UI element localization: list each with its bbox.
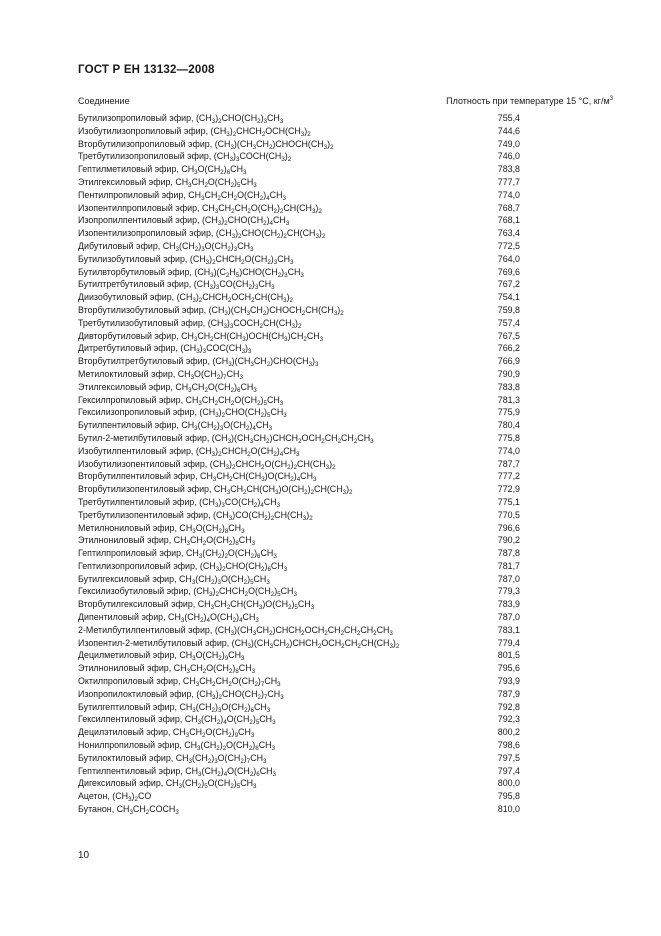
density-value: 774,0 [497,189,520,200]
density-value: 779,3 [497,586,520,597]
compound-formula: $(CH_3)_2CHCH_2O(CH_2)_2CH(CH_3)_2$ [209,458,336,471]
density-value: 797,4 [497,765,520,776]
compound-formula: $(CH_3)_3COC(CH_3)_3$ [180,343,252,356]
table-row [78,240,520,253]
density-value: 777,2 [497,471,520,482]
compound-formula: $CH_3(CH_2)_2O(CH_2)_6CH_3$ [185,548,277,561]
compound-formula: $(CH_3)_3COCH_2CH(CH_3)_2$ [207,317,302,330]
table-row [78,496,520,509]
compound-name: Вторбутилгексиловый эфир, [78,599,198,610]
compound-name: Гептилпропиловый эфир, [78,548,186,559]
compound-name: Третбутилизопропиловый эфир, [78,151,214,162]
density-value: 772,9 [497,484,520,495]
density-value: 768,1 [497,215,520,226]
density-value: 790,2 [497,535,520,546]
compound-name: Этилгексиловый эфир, [78,381,176,392]
density-value: 798,6 [497,740,520,751]
compound-name: Вторбутилизобутиловый эфир, [78,304,209,315]
compound-formula: $(CH_3)(CH_3CH_2)CHO(CH_3)_3$ [212,356,319,369]
table-row [78,394,520,407]
compound-name: Изопентилизопропиловый эфир, [78,228,216,239]
table-row [78,150,520,163]
density-value: 744,6 [497,125,520,136]
table-row [78,202,520,215]
column-header-density-unit-exponent: 3 [609,96,613,102]
density-value: 755,4 [497,113,520,123]
table-row [78,662,520,675]
compound-name: Пентилпропиловый эфир, [78,189,189,200]
density-value: 795,6 [497,663,520,674]
compound-formula: $CH_3(CH_2)_3O(CH_2)_7CH_3$ [175,752,267,765]
compound-formula: $CH_3CH_2CH_2O(CH_2)_7CH_3$ [182,676,281,689]
column-header-density-text: Плотность при температуре 15 °С, кг/м [446,96,610,106]
density-value: 787,9 [497,688,520,699]
compound-formula: $(CH_3)(CH_3CH_2)CHOCH(CH_3)_2$ [214,138,334,151]
compound-formula: $(CH_3)_2CO$ [112,791,152,804]
compound-name: Дитретбутиловый эфир, [78,343,181,354]
table-row [78,585,520,598]
compound-name: Изопентилпропиловый эфир, [78,202,202,213]
table-row [78,458,520,471]
compound-formula: $(CH_3)_2CHO(CH_2)_2CH(CH_3)_2$ [215,228,326,241]
density-value: 787,8 [497,548,520,559]
compound-formula: $(CH_3)(C_2H_5)CHO(CH_2)_3CH_3$ [194,266,304,279]
compound-name: Метилоктиловый эфир, [78,368,178,379]
compound-name: Гептилизопропиловый эфир, [78,560,200,571]
compound-name: Вторбутилпентиловый эфир, [78,471,201,482]
compound-formula: $(CH_3)_2CHO(CH_2)_4CH_3$ [201,215,290,228]
density-value: 767,2 [497,279,520,290]
compound-formula: $CH_3CH_2O(CH_2)_6CH_3$ [175,381,257,394]
density-value: 792,8 [497,701,520,712]
density-value: 749,0 [497,138,520,149]
density-value: 775,1 [497,496,520,507]
table-row [78,765,520,778]
compound-name: Бутил-2-метилбутиловый эфир, [78,432,212,443]
compound-formula: $CH_3CH_2CH_2O(CH_2)_2CH(CH_3)_2$ [201,202,322,215]
compound-name: Децилметиловый эфир, [78,650,180,661]
compound-name: Третбутилизобутиловый эфир, [78,317,208,328]
table-row [78,675,520,688]
compound-name: Бутилизобутиловый эфир, [78,253,190,264]
compound-name: Октилпропиловый эфир, [78,676,183,687]
table-row [78,214,520,227]
compound-name: Вторбутилтретбутиловый эфир, [78,356,213,367]
compound-name: Изобутилизопропиловый эфир, [78,125,211,136]
compound-formula: $CH_3(CH_2)_3O(CH_2)_4CH_3$ [181,420,273,433]
density-value: 781,3 [497,394,520,405]
compound-name: Изопропилоктиловый эфир, [78,688,197,699]
compound-formula: $CH_3(CH_2)_4O(CH_2)_5CH_3$ [184,714,276,727]
density-value: 783,8 [497,164,520,175]
table-row [78,368,520,381]
compound-formula: $CH_3CH_2CH(CH_3)O(CH_2)_5CH_3$ [197,599,315,612]
density-value: 757,4 [497,317,520,328]
table-row [78,266,520,279]
density-value: 777,7 [497,176,520,187]
table-row [78,330,520,343]
compound-table [78,112,520,816]
column-header-density [446,96,613,106]
table-row [78,381,520,394]
table-row [78,688,520,701]
density-value: 768,7 [497,202,520,213]
compound-name: Гексилизопропиловый эфир, [78,407,200,418]
compound-formula: $(CH_3)_2CHCH_2O(CH_2)_5CH_3$ [193,586,297,599]
compound-name: Бутилоктиловый эфир, [78,752,176,763]
compound-formula: $(CH_3)_2CHCH_2OCH(CH_3)_2$ [210,125,311,138]
compound-name: Гептилпентиловый эфир, [78,765,186,776]
column-header-compound: Соединение [78,96,130,106]
compound-name: Изобутилизопентиловый эфир, [78,458,210,469]
compound-formula: $(CH_3)(CH_3CH_2)CHCH_2OCH_2CH_2CH_2CH_2CH_3$ [214,624,393,637]
table-row [78,317,520,330]
table-row [78,790,520,803]
compound-formula: $(CH_3)(CH_3CH_2)CHOCH_2CH(CH_3)_2$ [208,304,344,317]
compound-formula: $CH_3CH_2CH_2O(CH_2)_5CH_3$ [185,394,284,407]
density-value: 787,7 [497,458,520,469]
table-row [78,125,520,138]
compound-formula: $CH_3O(CH_2)_9CH_3$ [179,650,245,663]
table-row [78,522,520,535]
density-value: 779,4 [497,637,520,648]
density-value: 790,9 [497,368,520,379]
compound-name: Нонилпропиловый эфир, [78,740,185,751]
compound-name: Гексилпропиловый эфир, [78,394,186,405]
compound-formula: $CH_3(CH_2)_4O(CH_2)_4CH_3$ [168,612,259,625]
density-value: 766,2 [497,343,520,354]
page-number: 10 [78,850,90,861]
table-row [78,777,520,790]
compound-formula: $CH_3(CH_2)_2O(CH_2)_8CH_3$ [184,740,275,753]
compound-formula: $(CH_3)_2CHO(CH_2)_6CH_3$ [199,560,288,573]
compound-formula: $(CH_3)_2CHCH_2O(CH_2)_3CH_3$ [189,253,294,266]
compound-name: Ацетон, [78,791,113,802]
compound-formula: $(CH_3)_2CHO(CH_2)_5CH_3$ [199,407,287,420]
table-row [78,534,520,547]
compound-name: Бутилгептиловый эфир, [78,701,180,712]
table-row [78,739,520,752]
table-row [78,406,520,419]
compound-formula: $CH_3(CH_2)_5O(CH_2)_5CH_3$ [165,778,257,791]
table-row [78,701,520,714]
compound-formula: $(CH_3)(CH_3CH_2)CHCH_2OCH_2CH_2CH_2CH_3$ [211,432,374,445]
compound-formula: $CH_3CH_2O(CH_2)_9CH_3$ [172,727,255,740]
density-value: 770,5 [497,509,520,520]
table-row [78,752,520,765]
table-row [78,445,520,458]
density-value: 764,0 [497,253,520,264]
table-row [78,253,520,266]
compound-formula: $(CH_3)(CH_3CH_2)CHCH_2OCH_2CH_2CH(CH_3)_2$ [231,637,400,650]
density-value: 759,8 [497,304,520,315]
table-row [78,573,520,586]
compound-formula: $(CH_3)_2CHCH_2O(CH_2)_4CH_3$ [195,445,300,458]
table-row [78,803,520,816]
compound-name: Дигексиловый эфир, [78,778,166,789]
compound-formula: $CH_3CH_2O(CH_2)_5CH_3$ [175,176,257,189]
table-row [78,112,520,125]
table-row [78,649,520,662]
density-value: 775,8 [497,432,520,443]
table-row [78,291,520,304]
table-row [78,432,520,445]
table-row [78,560,520,573]
table-row [78,138,520,151]
density-value: 766,9 [497,356,520,367]
compound-name: Бутилгексиловый эфир, [78,573,180,584]
compound-formula: $CH_3CH_2COCH_3$ [116,804,179,817]
compound-formula: $(CH_3)CO(CH_2)_2CH(CH_3)_2$ [213,509,313,522]
compound-formula: $(CH_3)_3CO(CH_2)_4CH_3$ [199,496,281,509]
density-value: 800,0 [497,778,520,789]
compound-name: Бутилизопропиловый эфир, [78,113,196,123]
density-value: 769,6 [497,266,520,277]
compound-formula: $CH_3O(CH_2)_7CH_3$ [177,368,243,381]
compound-name: Дивторбутиловый эфир, [78,330,182,341]
compound-name: Дибутиловый эфир, [78,240,163,251]
table-row [78,624,520,637]
density-value: 775,9 [497,407,520,418]
density-value: 797,5 [497,752,520,763]
compound-formula: $CH_3(CH_2)_3O(CH_2)_3CH_3$ [162,240,254,253]
document-title: ГОСТ Р ЕН 13132—2008 [78,64,215,76]
compound-name: Третбутилизопентиловый эфир, [78,509,214,520]
table-row [78,342,520,355]
compound-formula: $CH_3O(CH_2)_8CH_3$ [179,522,245,535]
compound-name: 2-Метилбутилпентиловый эфир, [78,624,215,635]
table-row [78,163,520,176]
compound-formula: $CH_3CH_2O(CH_2)_8CH_3$ [173,663,256,676]
density-value: 767,5 [497,330,520,341]
compound-name: Вторбутилизопропиловый эфир, [78,138,215,149]
compound-formula: $CH_3(CH_2)_3O(CH_2)_6CH_3$ [179,701,271,714]
compound-name: Дипентиловый эфир, [78,612,169,623]
table-row [78,470,520,483]
table-row [78,611,520,624]
density-value: 796,6 [497,522,520,533]
table-row [78,278,520,291]
compound-formula: $CH_3CH_2O(CH_2)_8CH_3$ [173,535,256,548]
density-value: 780,4 [497,420,520,431]
compound-formula: $(CH_3)_2CHO(CH_2)_7CH_3$ [196,688,284,701]
compound-name: Бутилвторбутиловый эфир, [78,266,195,277]
table-row [78,189,520,202]
compound-name: Бутилтретбутиловый эфир, [78,279,194,290]
density-value: 783,9 [497,599,520,610]
table-row [78,419,520,432]
density-value: 787,0 [497,573,520,584]
compound-name: Этилнониловый эфир, [78,535,174,546]
compound-name: Этилнониловый эфир, [78,663,174,674]
density-value: 783,1 [497,624,520,635]
density-value: 763,4 [497,228,520,239]
density-value: 792,3 [497,714,520,725]
compound-formula: $CH_3CH_2CH_2O(CH_2)_4CH_3$ [188,189,286,202]
table-row [78,726,520,739]
density-value: 781,7 [497,560,520,571]
table-row [78,547,520,560]
compound-name: Диизобутиловый эфир, [78,292,177,303]
table-row [78,176,520,189]
compound-name: Метилнониловый эфир, [78,522,180,533]
compound-name: Гексилпентиловый эфир, [78,714,185,725]
compound-formula: $CH_3(CH_2)_3O(CH_2)_5CH_3$ [179,573,270,586]
density-value: 801,5 [497,650,520,661]
compound-name: Бутилпентиловый эфир, [78,420,182,431]
compound-formula: $CH_3CH_2CH(CH_3)OCH(CH_3)CH_2CH_3$ [181,330,324,343]
density-value: 746,0 [497,151,520,162]
density-value: 810,0 [497,804,520,815]
density-value: 774,0 [497,445,520,456]
table-row [78,483,520,496]
compound-name: Третбутилпентиловый эфир, [78,496,200,507]
compound-name: Этилгексиловый эфир, [78,176,176,187]
table-row [78,355,520,368]
compound-name: Децилэтиловый эфир, [78,727,173,738]
compound-name: Изобутилпентиловый эфир, [78,445,196,456]
compound-name: Вторбутилизопентиловый эфир, [78,484,214,495]
table-row [78,637,520,650]
density-value: 800,2 [497,727,520,738]
compound-formula: $(CH_3)_3CO(CH_2)_3CH_3$ [193,279,275,292]
density-value: 754,1 [497,292,520,303]
compound-formula: $(CH_3)_2CHCH_2OCH_2CH(CH_3)_2$ [176,292,293,305]
density-value: 772,5 [497,240,520,251]
compound-name: Изопентил-2-метилбутиловый эфир, [78,637,232,648]
table-row [78,598,520,611]
density-value: 783,8 [497,381,520,392]
compound-name: Гептилметиловый эфир, [78,164,182,175]
table-row [78,304,520,317]
compound-formula: $(CH_3)_2CHO(CH_2)_3CH_3$ [195,113,284,125]
compound-formula: $CH_3CH_2CH(CH_3)O(CH_2)_2CH(CH_3)_2$ [213,484,353,497]
compound-name: Гексилизобутиловый эфир, [78,586,194,597]
density-value: 795,8 [497,791,520,802]
compound-formula: $CH_3O(CH_2)_6CH_3$ [181,164,247,177]
compound-formula: $CH_3CH_2CH(CH_3)O(CH_2)_4CH_3$ [200,471,317,484]
density-value: 793,9 [497,676,520,687]
table-row [78,227,520,240]
table-row [78,713,520,726]
compound-name: Изопропилпентиловый эфир, [78,215,202,226]
compound-name: Бутанон, [78,804,117,815]
density-value: 787,0 [497,612,520,623]
compound-formula: $(CH_3)_3COCH(CH_3)_2$ [213,151,292,164]
table-row [78,509,520,522]
compound-formula: $CH_3(CH_2)_4O(CH_2)_6CH_3$ [185,765,276,778]
